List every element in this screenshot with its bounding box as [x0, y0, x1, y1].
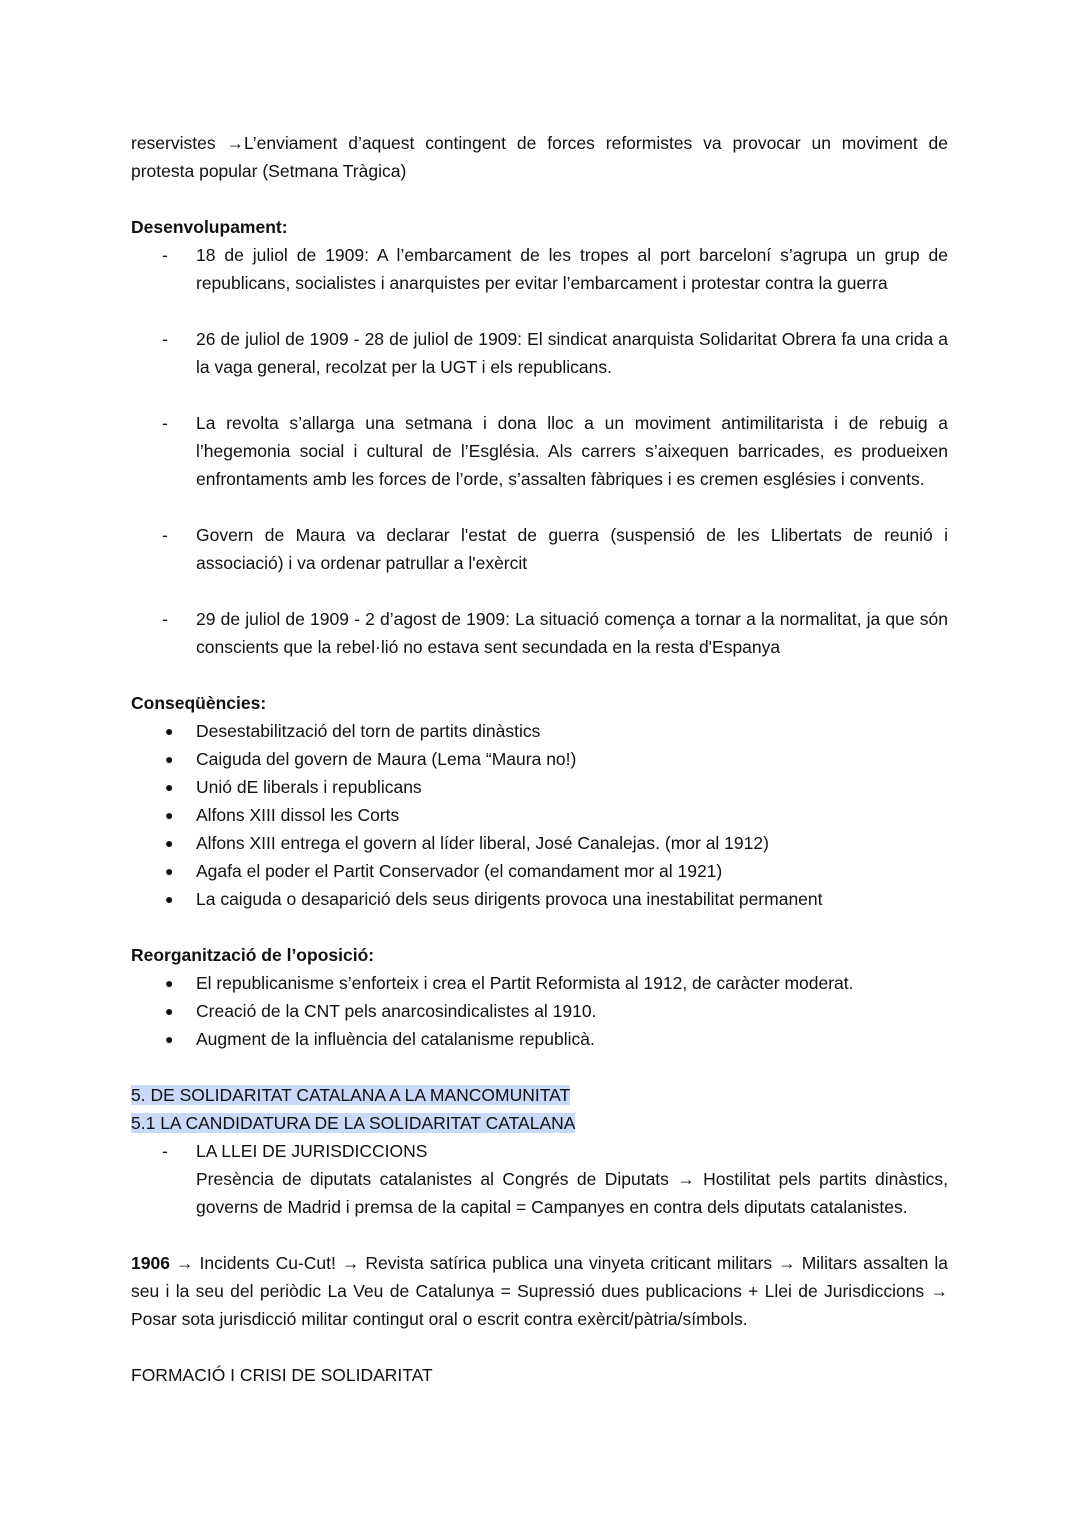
list-item: - La revolta s’allarga una setmana i dona lloc a un moviment antimilitarista i de rebuig a l’hegemonia social i cultural de l’Església. Als carrers s’aixequen barricades, es produeixen enfrontaments amb les forces de l’orde, s’assalten fàbriques i es cremen esglésies i convents. — [131, 409, 948, 493]
bullet-marker: ● — [165, 1031, 174, 1047]
llei-jurisdiccions-title: LA LLEI DE JURISDICCIONS — [196, 1141, 428, 1161]
llei-jurisdiccions-text: Presència de diputats catalanistes al Congrés de Diputats → Hostilitat pels partits dinàstics, governs de Madrid i premsa de la capital = Campanyes en contra dels diputats catalanistes. — [196, 1169, 948, 1217]
section-5-1-list — [131, 1137, 948, 1221]
list-item — [131, 1137, 948, 1221]
dash-marker: - — [162, 1141, 168, 1161]
section-5-1-subtitle: 5.1 LA CANDIDATURA DE LA SOLIDARITAT CATALANA — [131, 1113, 576, 1133]
bullet-marker: ● — [165, 807, 174, 823]
section-5-1-subtitle-row — [131, 1109, 948, 1137]
list-item: - 26 de juliol de 1909 - 28 de juliol de 1909: El sindicat anarquista Solidaritat Obrera fa una crida a la vaga general, recolzat per la UGT i els republicans. — [131, 325, 948, 381]
list-item: ● Augment de la influència del catalanisme republicà. — [131, 1025, 948, 1053]
bullet-marker: ● — [165, 835, 174, 851]
list-item: - 18 de juliol de 1909: A l’embarcament de les tropes al port barceloní s’agrupa un grup de republicans, socialistes i anarquistes per evitar l’embarcament i protestar contra la guerra — [131, 241, 948, 297]
footer-heading: FORMACIÓ I CRISI DE SOLIDARITAT — [131, 1365, 433, 1385]
bullet-marker: ● — [165, 723, 174, 739]
cucut-year: 1906 — [131, 1253, 170, 1273]
intro-paragraph: reservistes →L’enviament d’aquest contingent de forces reformistes va provocar un moviment de protesta popular (Setmana Tràgica) — [131, 133, 948, 181]
bullet-marker: ● — [165, 975, 174, 991]
section-5-title-row — [131, 1081, 948, 1109]
list-item: ● Agafa el poder el Partit Conservador (el comandament mor al 1921) — [131, 857, 948, 885]
consequencies-list — [131, 717, 948, 913]
bullet-marker: ● — [165, 863, 174, 879]
list-item: ● Alfons XIII dissol les Corts — [131, 801, 948, 829]
list-item: ● Alfons XIII entrega el govern al líder liberal, José Canalejas. (mor al 1912) — [131, 829, 948, 857]
cucut-paragraph — [131, 1249, 948, 1333]
dash-marker: - — [162, 329, 168, 349]
bullet-marker: ● — [165, 891, 174, 907]
bullet-marker: ● — [165, 1003, 174, 1019]
cucut-text: → Incidents Cu-Cut! → Revista satírica publica una vinyeta criticant militars → Militars assalten la seu i la seu del periòdic La Veu de Catalunya = Supressió dues publicacions + Llei de Jurisdiccions → Posar sota jurisdicció militar contingut oral o escrit contra exèrcit/pàtria/símbols. — [131, 1253, 948, 1329]
desenvolupament-list — [131, 241, 948, 661]
list-item: ● La caiguda o desaparició dels seus dirigents provoca una inestabilitat permanent — [131, 885, 948, 913]
list-item: ● Desestabilització del torn de partits dinàstics — [131, 717, 948, 745]
desenvolupament-heading: Desenvolupament: — [131, 217, 288, 237]
list-item: ● Caiguda del govern de Maura (Lema “Maura no!) — [131, 745, 948, 773]
list-item: ● Creació de la CNT pels anarcosindicalistes al 1910. — [131, 997, 948, 1025]
list-item: ● Unió dE liberals i republicans — [131, 773, 948, 801]
reorganitzacio-list — [131, 969, 948, 1053]
dash-marker: - — [162, 245, 168, 265]
dash-marker: - — [162, 609, 168, 629]
reorganitzacio-heading: Reorganització de l’oposició: — [131, 945, 375, 965]
bullet-marker: ● — [165, 751, 174, 767]
dash-marker: - — [162, 413, 168, 433]
consequencies-heading: Conseqüències: — [131, 693, 267, 713]
bullet-marker: ● — [165, 779, 174, 795]
dash-marker: - — [162, 525, 168, 545]
section-5-title: 5. DE SOLIDARITAT CATALANA A LA MANCOMUNITAT — [131, 1085, 571, 1105]
list-item: - Govern de Maura va declarar l'estat de guerra (suspensió de les Llibertats de reunió i associació) i va ordenar patrullar a l'exèrcit — [131, 521, 948, 577]
list-item: ● El republicanisme s’enforteix i crea el Partit Reformista al 1912, de caràcter moderat. — [131, 969, 948, 997]
list-item: - 29 de juliol de 1909 - 2 d’agost de 1909: La situació comença a tornar a la normalitat, ja que són conscients que la rebel·lió no estava sent secundada en la resta d'Espanya — [131, 605, 948, 661]
